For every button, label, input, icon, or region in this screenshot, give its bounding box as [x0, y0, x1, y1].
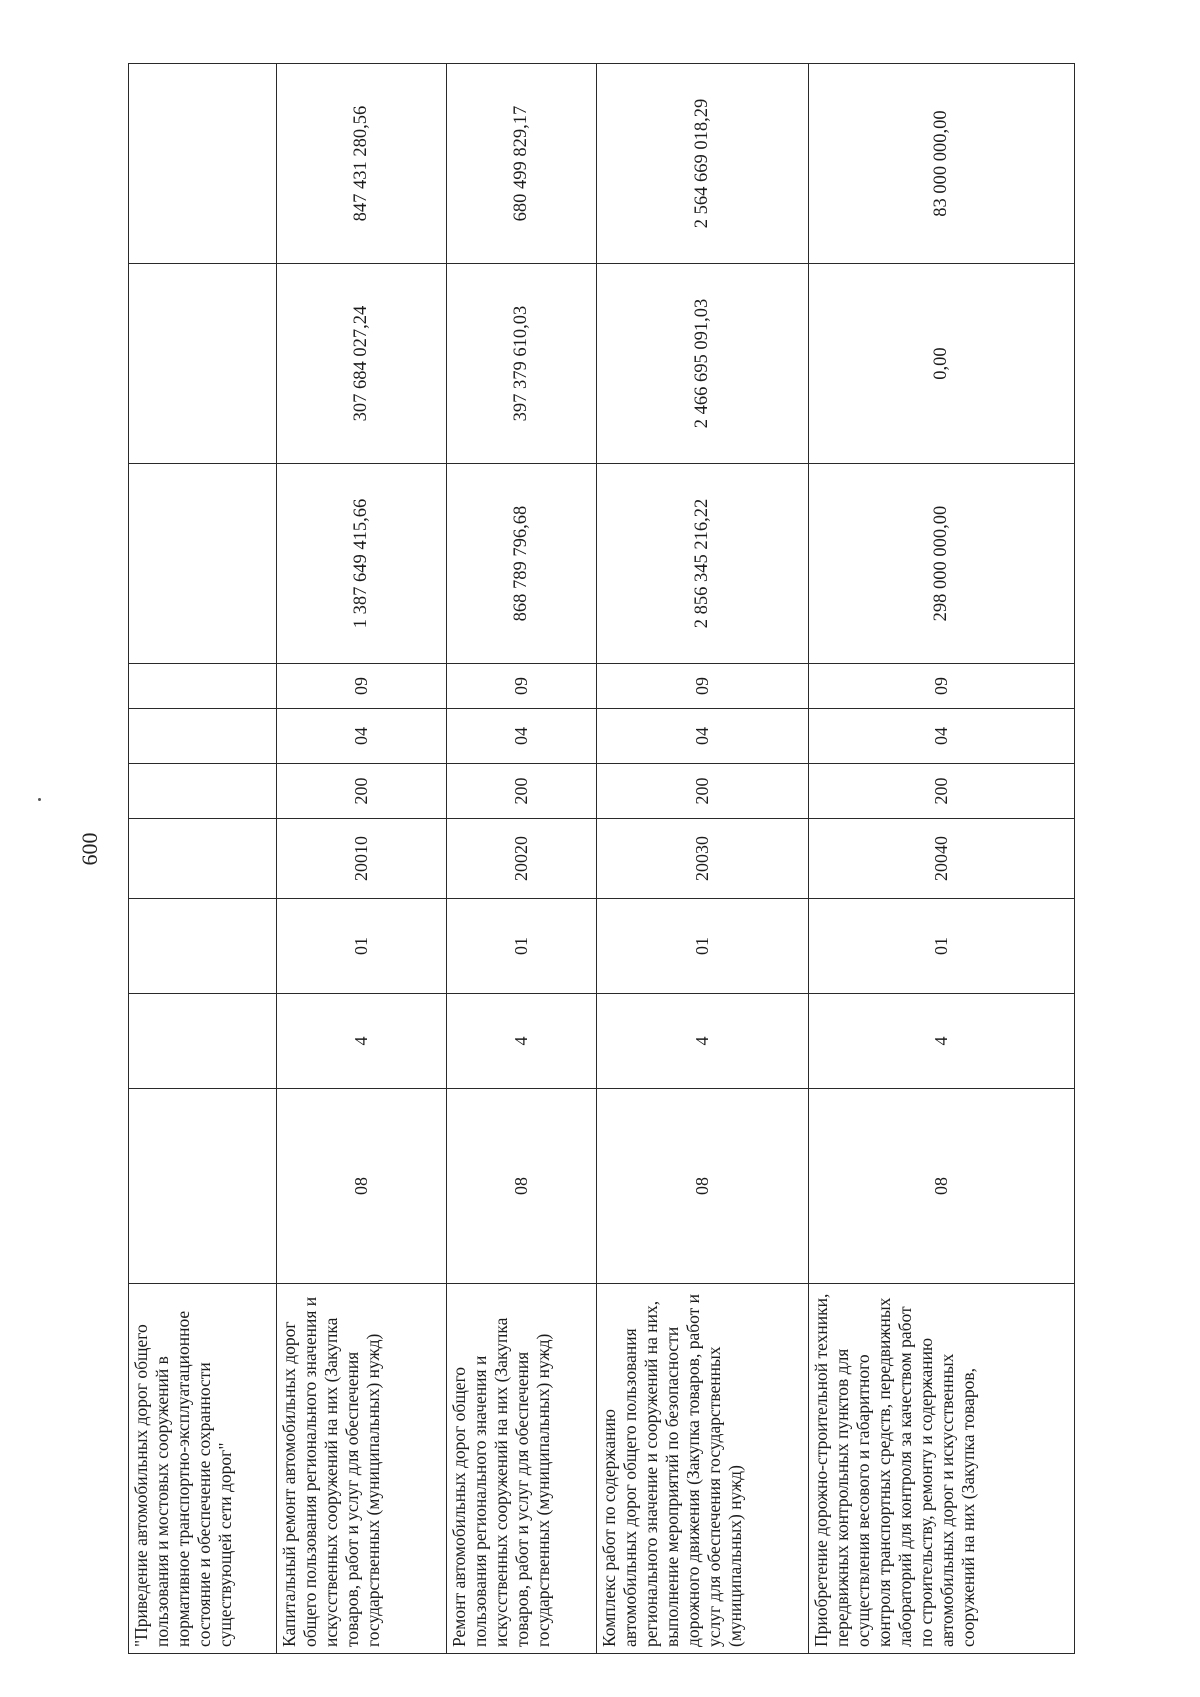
cell-amount-3: 2 564 669 018,29 — [597, 64, 809, 264]
cell-rz: 4 — [277, 994, 447, 1089]
cell-sub2: 09 — [809, 664, 1075, 709]
cell-cs — [129, 819, 277, 899]
cell-vid: 08 — [277, 1089, 447, 1284]
cell-rz: 4 — [597, 994, 809, 1089]
cell-rz — [129, 994, 277, 1089]
cell-sub2: 09 — [597, 664, 809, 709]
cell-amount-1: 298 000 000,00 — [809, 464, 1075, 664]
cell-amount-2: 307 684 027,24 — [277, 264, 447, 464]
cell-amount-1: 868 789 796,68 — [447, 464, 597, 664]
cell-sub2 — [129, 664, 277, 709]
cell-cs: 20010 — [277, 819, 447, 899]
table-row — [277, 64, 447, 1654]
cell-amount-3: 680 499 829,17 — [447, 64, 597, 264]
cell-sub1: 04 — [809, 709, 1075, 764]
cell-vid: 08 — [597, 1089, 809, 1284]
cell-pr — [129, 899, 277, 994]
row-description: Приобретение дорожно-строительной техники, передвижных контрольных пунктов для осуществления весового и габаритного контроля транспортных средств, передвижных лабораторий для контроля за качеством работ по строительству, ремонту и содержанию автомобильных дорог и искусственных сооружений на них (Закупка товаров, — [809, 1284, 1075, 1654]
cell-amount-2: 2 466 695 091,03 — [597, 264, 809, 464]
rotated-table-container — [128, 64, 1074, 1654]
row-description: Комплекс работ по содержанию автомобильных дорог общего пользования регионального значение и сооружений на них, выполнение мероприятий по безопасности дорожного движения (Закупка товаров, работ и услуг для обеспечения государственных (муниципальных) нужд) — [597, 1284, 809, 1654]
cell-amount-1: 1 387 649 415,66 — [277, 464, 447, 664]
cell-vr: 200 — [809, 764, 1075, 819]
cell-amount-2: 397 379 610,03 — [447, 264, 597, 464]
cell-pr: 01 — [447, 899, 597, 994]
row-description: "Приведение автомобильных дорог общего пользования и мостовых сооружений в нормативное транспортно-эксплуатационное состояние и обеспечение сохранности существующей сети дорог" — [129, 1284, 277, 1654]
cell-sub2: 09 — [447, 664, 597, 709]
cell-amount-1: 2 856 345 216,22 — [597, 464, 809, 664]
cell-sub1: 04 — [277, 709, 447, 764]
table-row — [597, 64, 809, 1654]
cell-amount-2 — [129, 264, 277, 464]
table-row — [447, 64, 597, 1654]
page-number: 600 — [77, 832, 102, 866]
cell-rz: 4 — [809, 994, 1075, 1089]
cell-pr: 01 — [277, 899, 447, 994]
cell-sub1: 04 — [447, 709, 597, 764]
cell-vr: 200 — [597, 764, 809, 819]
table-row — [129, 64, 277, 1654]
row-description: Ремонт автомобильных дорог общего пользования регионального значения и искусственных сооружений на них (Закупка товаров, работ и услуг для обеспечения государственных (муниципальных) нужд) — [447, 1284, 597, 1654]
cell-amount-3: 83 000 000,00 — [809, 64, 1075, 264]
cell-cs: 20020 — [447, 819, 597, 899]
cell-sub2: 09 — [277, 664, 447, 709]
cell-vr: 200 — [447, 764, 597, 819]
scan-artifact-dot — [38, 798, 41, 801]
cell-amount-3: 847 431 280,56 — [277, 64, 447, 264]
cell-amount-2: 0,00 — [809, 264, 1075, 464]
cell-pr: 01 — [597, 899, 809, 994]
cell-amount-3 — [129, 64, 277, 264]
cell-pr: 01 — [809, 899, 1075, 994]
cell-cs: 20040 — [809, 819, 1075, 899]
cell-amount-1 — [129, 464, 277, 664]
cell-vr: 200 — [277, 764, 447, 819]
cell-sub1: 04 — [597, 709, 809, 764]
table-row — [809, 64, 1075, 1654]
cell-vid — [129, 1089, 277, 1284]
cell-sub1 — [129, 709, 277, 764]
cell-rz: 4 — [447, 994, 597, 1089]
budget-table — [128, 63, 1075, 1654]
cell-vr — [129, 764, 277, 819]
cell-vid: 08 — [809, 1089, 1075, 1284]
cell-vid: 08 — [447, 1089, 597, 1284]
row-description: Капитальный ремонт автомобильных дорог общего пользования регионального значения и искусственных сооружений на них (Закупка товаров, работ и услуг для обеспечения государственных (муниципальных) нужд) — [277, 1284, 447, 1654]
cell-cs: 20030 — [597, 819, 809, 899]
